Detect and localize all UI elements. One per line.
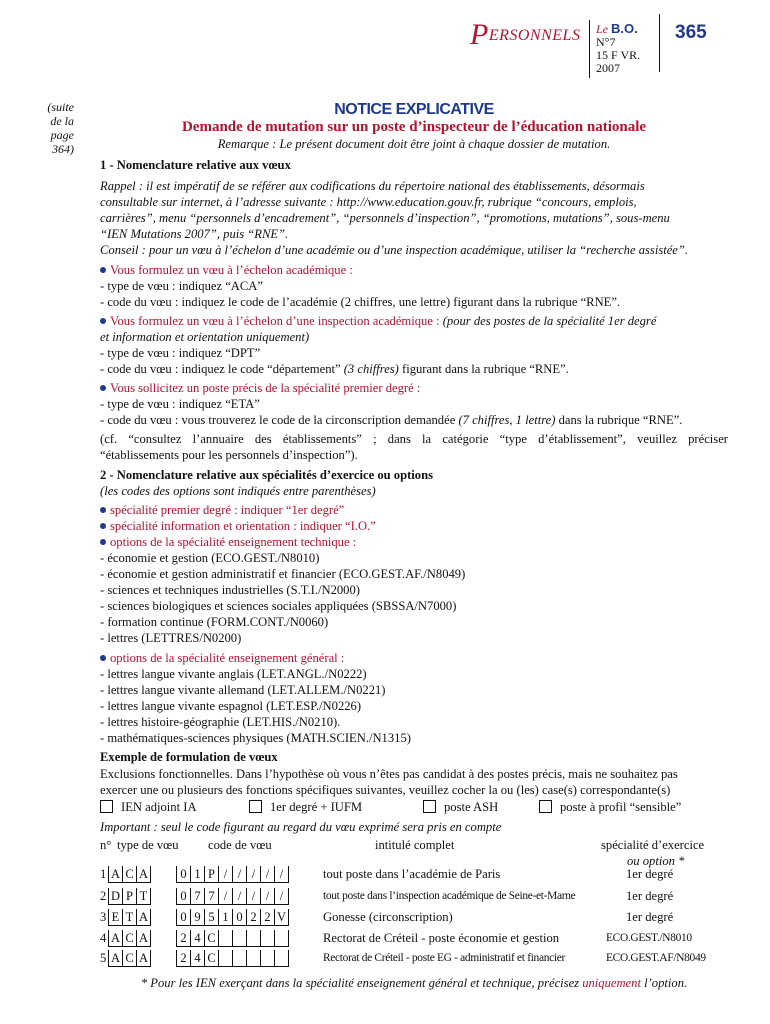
wish-code-cells[interactable]: [176, 866, 289, 883]
cell[interactable]: 0: [177, 888, 191, 904]
cell[interactable]: 1: [191, 866, 205, 882]
wish-number: 2: [100, 889, 107, 903]
spec-io: spécialité information et orientation : indiquer “I.O.”: [100, 518, 730, 534]
wish-code-cells[interactable]: [176, 950, 289, 967]
wish-number: 5: [100, 951, 107, 965]
checkbox-ien-adjoint[interactable]: IEN adjoint IA: [100, 800, 197, 815]
cell[interactable]: 5: [205, 909, 219, 925]
spec-premier: spécialité premier degré : indiquer “1er degré”: [100, 502, 730, 518]
cell[interactable]: C: [123, 950, 137, 966]
cell[interactable]: A: [109, 930, 123, 946]
notice-title: NOTICE EXPLICATIVE: [334, 101, 494, 118]
academie-heading: Vous formulez un vœu à l’échelon académique :: [100, 262, 730, 278]
cell[interactable]: 0: [177, 909, 191, 925]
cell[interactable]: C: [205, 930, 219, 946]
header: [470, 14, 760, 84]
rappel-line-2: consultable sur internet, à l’adresse suivante : http://www.education.gouv.fr, rubrique “concours, emplois,: [100, 195, 637, 209]
section2-heading: 2 - Nomenclature relative aux spécialités d’exercice ou options: [100, 468, 433, 482]
bullet-icon: [100, 655, 106, 661]
notice-remark: Remarque : Le présent document doit être joint à chaque dossier de mutation.: [217, 137, 611, 151]
wish-code-cells[interactable]: [176, 909, 289, 926]
wish-specialite: 1er degré: [626, 910, 674, 924]
cell[interactable]: 4: [191, 950, 205, 966]
wish-type-cells[interactable]: [108, 909, 151, 926]
bullet-icon: [100, 523, 106, 529]
tech-option: - économie et gestion (ECO.GEST./N8010): [100, 551, 320, 565]
tech-option: - sciences biologiques et sciences sociales appliquées (SBSSA/N7000): [100, 599, 457, 613]
cell[interactable]: 2: [247, 909, 261, 925]
section2-note: (les codes des options sont indiqués entre parenthèses): [100, 484, 376, 498]
side-note: (suite de la page 364): [47, 100, 74, 156]
issue-date: 15 F VR.: [596, 48, 641, 62]
bullet-icon: [100, 385, 106, 391]
cell[interactable]: /: [247, 866, 261, 882]
wish-type-cells[interactable]: [108, 930, 151, 947]
cell[interactable]: [219, 930, 233, 946]
gen-option: - lettres langue vivante anglais (LET.ANGL./N0222): [100, 667, 367, 681]
cell[interactable]: 7: [205, 888, 219, 904]
wish-number: 1: [100, 867, 107, 881]
cell[interactable]: /: [247, 888, 261, 904]
cell[interactable]: [275, 930, 289, 946]
cell[interactable]: 1: [219, 909, 233, 925]
premier-cf-line-2: “établissements pour les personnels d’inspection”).: [100, 448, 358, 462]
wish-specialite: ECO.GEST./N8010: [606, 932, 692, 944]
header-divider: [589, 20, 590, 78]
checkbox-poste-ash[interactable]: poste ASH: [423, 800, 498, 815]
cell[interactable]: [275, 950, 289, 966]
gen-option: - lettres langue vivante espagnol (LET.ESP./N0226): [100, 699, 362, 713]
inspection-line-1: - type de vœu : indiquez “DPT”: [100, 346, 261, 360]
premier-heading: Vous sollicitez un poste précis de la spécialité premier degré :: [100, 380, 730, 396]
page-number: 365: [675, 22, 707, 43]
cell[interactable]: /: [261, 888, 275, 904]
tech-option: - économie et gestion administratif et financier (ECO.GEST.AF./N8049): [100, 567, 466, 581]
example-paragraph-2: exercer une ou plusieurs des fonctions spécifiques suivantes, veuillez cocher la ou (les) case(s) correspondante(s): [100, 783, 671, 797]
checkbox-icon[interactable]: [100, 800, 113, 813]
gen-option: - lettres langue vivante allemand (LET.ALLEM./N0221): [100, 683, 386, 697]
gen-option: - mathématiques-sciences physiques (MATH.SCIEN./N1315): [100, 731, 411, 745]
tech-option: - lettres (LETTRES/N0200): [100, 631, 242, 645]
section1-heading: 1 - Nomenclature relative aux vœux: [100, 158, 291, 172]
cell[interactable]: C: [123, 930, 137, 946]
wish-code-cells[interactable]: [176, 930, 289, 947]
wish-number: 4: [100, 931, 107, 945]
cell[interactable]: /: [233, 866, 247, 882]
example-heading: Exemple de formulation de vœux: [100, 750, 278, 764]
inspection-heading: Vous formulez un vœu à l’échelon d’une inspection académique : (pour des postes de la spécialité 1er degré: [100, 313, 730, 329]
cell[interactable]: /: [261, 866, 275, 882]
col-label: intitulé complet: [375, 838, 455, 852]
cell[interactable]: T: [123, 909, 137, 925]
academie-line-2: - code du vœu : indiquez le code de l’académie (2 chiffres, une lettre) figurant dans la rubrique “RNE”.: [100, 295, 621, 309]
cell[interactable]: 7: [191, 888, 205, 904]
cell[interactable]: A: [137, 866, 151, 882]
notice-subtitle: Demande de mutation sur un poste d’inspecteur de l’éducation nationale: [181, 119, 647, 135]
checkbox-icon[interactable]: [249, 800, 262, 813]
checkbox-icon[interactable]: [539, 800, 552, 813]
wish-code-cells[interactable]: [176, 888, 289, 905]
cell[interactable]: [233, 930, 247, 946]
cell[interactable]: 2: [177, 930, 191, 946]
cell[interactable]: [247, 950, 261, 966]
wish-label: Gonesse (circonscription): [323, 910, 453, 924]
example-paragraph-1: Exclusions fonctionnelles. Dans l’hypothèse où vous n’êtes pas candidat à des postes précis, mais ne souhaitez pas: [100, 767, 678, 781]
cell[interactable]: /: [275, 888, 289, 904]
premier-line-2: - code du vœu : vous trouverez le code de la circonscription demandée (7 chiffres, 1 lettre) dans la rubrique “RNE”.: [100, 413, 683, 427]
cell[interactable]: A: [109, 866, 123, 882]
tech-heading: options de la spécialité enseignement technique :: [100, 534, 730, 550]
wish-type-cells[interactable]: [108, 888, 151, 905]
tech-option: - sciences et techniques industrielles (S.T.I./N2000): [100, 583, 360, 597]
checkbox-1er-degre-iufm[interactable]: 1er degré + IUFM: [249, 800, 362, 815]
cell[interactable]: 2: [261, 909, 275, 925]
cell[interactable]: A: [137, 950, 151, 966]
issue: N°7: [596, 35, 616, 49]
cell[interactable]: /: [275, 866, 289, 882]
important-note: Important : seul le code figurant au regard du vœu exprimé sera pris en compte: [100, 820, 502, 834]
checkbox-poste-profil[interactable]: poste à profil “sensible”: [539, 800, 681, 815]
premier-cf-line-1: (cf. “consultez l’annuaire des établissements” ; dans la catégorie “type d’établissement”, veuillez préciser: [100, 432, 728, 446]
cell[interactable]: [247, 930, 261, 946]
col-spec: spécialité d’exercice: [601, 838, 705, 852]
cell[interactable]: E: [109, 909, 123, 925]
premier-line-1: - type de vœu : indiquez “ETA”: [100, 397, 260, 411]
wish-label: tout poste dans l’inspection académique de Seine-et-Marne: [323, 890, 576, 902]
cell[interactable]: C: [205, 950, 219, 966]
footnote: * Pour les IEN exerçant dans la spécialité enseignement général et technique, précisez uniquement l’option.: [140, 976, 688, 990]
header-title: PERSONNELS: [470, 18, 581, 51]
inspection-line-2: - code du vœu : indiquez le code “département” (3 chiffres) figurant dans la rubrique “RNE”.: [100, 362, 569, 376]
header-divider-2: [659, 14, 660, 72]
cell[interactable]: C: [123, 866, 137, 882]
cell[interactable]: /: [233, 888, 247, 904]
academie-line-1: - type de vœu : indiquez “ACA”: [100, 279, 263, 293]
bullet-icon: [100, 318, 106, 324]
col-code: code de vœu: [208, 838, 272, 852]
cell[interactable]: A: [137, 909, 151, 925]
cell[interactable]: [219, 950, 233, 966]
tech-option: - formation continue (FORM.CONT./N0060): [100, 615, 329, 629]
gen-option: - lettres histoire-géographie (LET.HIS./N0210).: [100, 715, 341, 729]
checkbox-icon[interactable]: [423, 800, 436, 813]
rappel-line-1: Rappel : il est impératif de se référer aux codifications du répertoire national des établissements, désormais: [100, 179, 645, 193]
bullet-icon: [100, 539, 106, 545]
wish-specialite: ECO.GEST.AF/N8049: [606, 952, 706, 964]
cell[interactable]: 9: [191, 909, 205, 925]
rappel-line-4: “IEN Mutations 2007”, puis “RNE”.: [100, 227, 289, 241]
cell[interactable]: [261, 950, 275, 966]
cell[interactable]: A: [109, 950, 123, 966]
cell[interactable]: [261, 930, 275, 946]
wish-label: Rectorat de Créteil - poste EG - administratif et financier: [323, 952, 565, 964]
wish-number: 3: [100, 910, 107, 924]
cell[interactable]: A: [137, 930, 151, 946]
cell[interactable]: [233, 950, 247, 966]
gen-heading: options de la spécialité enseignement général :: [100, 650, 730, 666]
inspection-note: et information et orientation uniquement): [100, 330, 310, 344]
cell[interactable]: /: [219, 888, 233, 904]
rappel-line-3: carrières”, menu “personnels d’encadrement”, “personnels d’inspection”, “promotions, mutations”, sous-menu: [100, 211, 670, 225]
issue-year: 2007: [596, 61, 620, 75]
wish-label: tout poste dans l’académie de Paris: [323, 867, 501, 881]
bullet-icon: [100, 507, 106, 513]
bullet-icon: [100, 267, 106, 273]
cell[interactable]: P: [205, 866, 219, 882]
cell[interactable]: 0: [233, 909, 247, 925]
wish-type-cells[interactable]: [108, 866, 151, 883]
cell[interactable]: 0: [177, 866, 191, 882]
cell[interactable]: V: [275, 909, 289, 925]
col-type: type de vœu: [117, 838, 179, 852]
wish-label: Rectorat de Créteil - poste économie et gestion: [323, 931, 560, 945]
col-num: n°: [100, 838, 112, 852]
conseil-line: Conseil : pour un vœu à l’échelon d’une académie ou d’une inspection académique, utiliser la “recherche assistée”.: [100, 243, 689, 257]
col-option: ou option *: [627, 854, 685, 868]
cell[interactable]: 4: [191, 930, 205, 946]
bo-label: Le B.O. N°7 15 F VR. 2007: [596, 21, 641, 75]
wish-specialite: 1er degré: [626, 889, 674, 903]
cell[interactable]: T: [137, 888, 151, 904]
wish-type-cells[interactable]: [108, 950, 151, 967]
cell[interactable]: /: [219, 866, 233, 882]
cell[interactable]: D: [109, 888, 123, 904]
cell[interactable]: P: [123, 888, 137, 904]
wish-specialite: 1er degré: [626, 867, 674, 881]
cell[interactable]: 2: [177, 950, 191, 966]
